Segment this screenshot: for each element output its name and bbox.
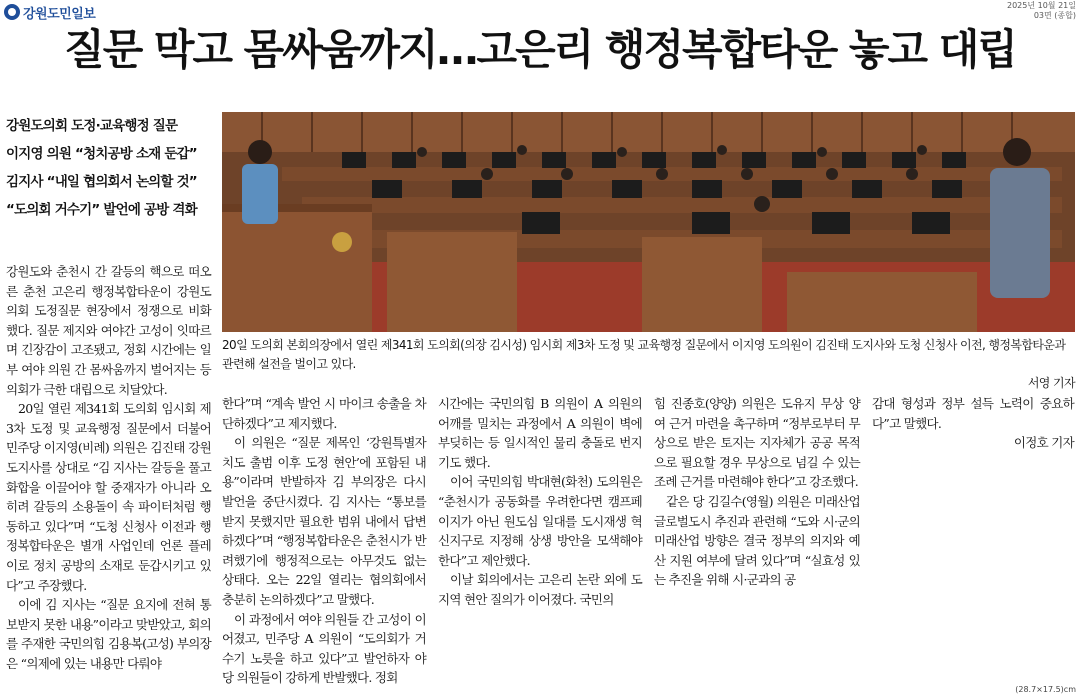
issue-date: 2025년 10월 21일 bbox=[1007, 1, 1076, 10]
article-column-3 bbox=[438, 394, 642, 610]
paragraph: 강원도와 춘천시 간 갈등의 핵으로 떠오른 춘천 고은리 행정복합타운이 강원도의회 도정질문 현장에서 정쟁으로 비화했다. 질문 제지와 여야간 고성이 잇따르며 긴장감이 고조됐고, 정회 시간에는 일부 여야 의원 간 몸싸움까지 벌어지는 등 의회가 극한 대립으로 치달았다. bbox=[6, 264, 211, 397]
masthead-logo bbox=[4, 3, 95, 21]
paragraph: 힘 진종호(양양) 의원은 도유지 무상 양여 근거 마련을 촉구하며 “정부로부터 무상으로 받은 토지는 지자체가 공공 목적으로 필요할 경우 무상으로 넘길 수 있는 조례 근거를 마련해야 한다”고 강조했다. bbox=[654, 396, 860, 490]
photo-caption bbox=[222, 336, 1075, 393]
photo-byline: 서영 기자 bbox=[1027, 376, 1075, 390]
page-size-note: (28.7×17.5)cm bbox=[1015, 685, 1076, 694]
paragraph: 이날 회의에서는 고은리 논란 외에 도 지역 현안 질의가 이어졌다. 국민의 bbox=[438, 572, 642, 607]
paragraph: 이어 국민의힘 박대현(화천) 도의원은 “춘천시가 공동화를 우려한다면 캠프페이지가 아닌 원도심 일대를 도시재생 혁신지구로 지정해 상생 방안을 모색해야 한다”고 제안했다. bbox=[438, 474, 642, 568]
date-info bbox=[1007, 1, 1076, 21]
article-column-5 bbox=[872, 394, 1074, 453]
paragraph: 20일 열린 제341회 도의회 임시회 제3차 도정 및 교육행정 질문에서 더불어민주당 이지영(비례) 의원은 김진태 강원도지사를 상대로 “김 지사는 갈등을 풀고 화합을 이끌어야 할 중재자가 아니라 오히려 갈등의 소용돌이 속 파이터처럼 행동하고 있다”며 “도청 신청사 이전과 행정복합타운은 별개 사업인데 언론 플레이로 정치 공방의 소재로 둔갑시키고 있다”고 주장했다. bbox=[6, 401, 211, 593]
paragraph: 시간에는 국민의힘 B 의원이 A 의원의 어깨를 밀치는 과정에서 A 의원이 벽에 부딪히는 등 일시적인 물리 충돌로 번지기도 했다. bbox=[438, 396, 642, 470]
subhead-line: “도의회 거수기” 발언에 공방 격화 bbox=[6, 202, 197, 218]
brand-circle-icon bbox=[4, 4, 20, 20]
paragraph: 이 과정에서 여야 의원들 간 고성이 이어졌고, 민주당 A 의원이 “도의회가 거수기 노릇을 하고 있다”고 발언하자 야당 의원들이 강하게 반발했다. 정회 bbox=[222, 611, 426, 686]
paragraph: 한다”며 “계속 발언 시 마이크 송출을 차단하겠다”고 제지했다. bbox=[222, 396, 426, 431]
subhead-line: 강원도의회 도정·교육행정 질문 bbox=[6, 118, 178, 134]
subheads bbox=[6, 112, 212, 224]
caption-text: 20일 도의회 본회의장에서 열린 제341회 도의회(의장 김시성) 임시회 제3차 도정 및 교육행정 질문에서 이지영 도의원이 김진태 도지사와 도청 신청사 이전, 행정복합타운과 관련해 설전을 벌이고 있다. bbox=[222, 338, 1066, 371]
paragraph: 같은 당 김길수(영월) 의원은 미래산업글로벌도시 추진과 관련해 “도와 시·군의 미래산업 방향은 결국 정부의 의지와 예산 지원 여부에 달려 있다”며 “실효성 있는 추진을 위해 시·군과의 공 bbox=[654, 493, 860, 588]
article-column-1 bbox=[6, 262, 211, 673]
subhead-line: 이지영 의원 “청치공방 소재 둔갑” bbox=[6, 146, 197, 162]
article-column-4 bbox=[654, 394, 860, 590]
article-byline: 이정호 기자 bbox=[1013, 435, 1074, 451]
paragraph: 이에 김 지사는 “질문 요지에 전혀 통보받지 못한 내용”이라고 맞받았고, 회의를 주재한 국민의힘 김용복(고성) 부의장은 “의제에 있는 내용만 다뤄야 bbox=[6, 597, 211, 671]
headline: 질문 막고 몸싸움까지…고은리 행정복합타운 놓고 대립 bbox=[64, 25, 1016, 74]
logo-text: 강원도민일보 bbox=[23, 6, 96, 22]
page-section: 03면 (종합) bbox=[1033, 11, 1076, 20]
paragraph: 감대 형성과 정부 설득 노력이 중요하다”고 말했다. bbox=[872, 396, 1074, 431]
article-column-2 bbox=[222, 394, 426, 688]
news-photo bbox=[222, 112, 1075, 332]
subhead-line: 김지사 “내일 협의회서 논의할 것” bbox=[6, 174, 197, 190]
paragraph: 이 의원은 “질문 제목인 ‘강원특별자치도 출범 이후 도정 현안’에 포함된 내용”이라며 반발하자 김 부의장은 다시 발언을 중단시켰다. 김 지사는 “통보를 받지 못했지만 필요한 범위 내에서 답변하겠다”며 “행정복합타운은 춘천시가 반려했기에 행정적으로는 아무것도 없는 상태다. 오는 22일 열리는 협의회에서 충분히 논의하겠다”고 말했다. bbox=[222, 435, 426, 607]
council-chamber-illustration bbox=[222, 112, 1075, 332]
